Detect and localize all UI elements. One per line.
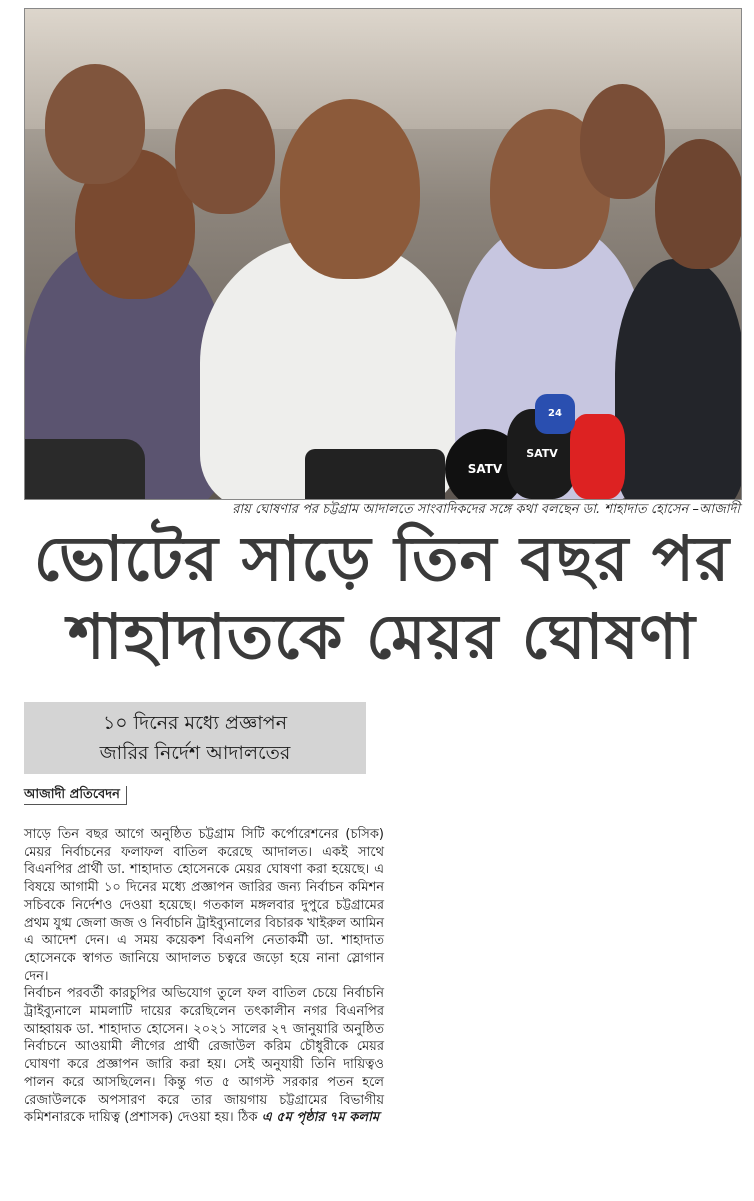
- mic-label-3: 24: [548, 408, 562, 419]
- photo-caption: রায় ঘোষণার পর চট্টগ্রাম আদালতে সাংবাদিকদের সঙ্গে কথা বলছেন ডা. শাহাদাত হোসেন –আজাদী: [232, 502, 740, 517]
- microphone-4: [535, 394, 575, 434]
- mic-label-2: SATV: [526, 447, 558, 460]
- news-photo: [24, 8, 742, 500]
- photo-figure-back-1: [175, 89, 275, 214]
- byline: আজাদী প্রতিবেদন: [24, 786, 127, 805]
- article-paragraph-2-text: নির্বাচন পরবর্তী কারচুপির অভিযোগ তুলে ফল বাতিল চেয়ে নির্বাচনি ট্রাইব্যুনালে মামলাটি দায়ের করেছিলেন তৎকালীন নগর বিএনপির আহ্বায়ক ডা. শাহাদাত হোসেন। ২০২১ সালের ২৭ জানুয়ারি অনুষ্ঠিত নির্বাচনে আওয়ামী লীগের প্রার্থী রেজাউল করিম চৌধুরীকে মেয়র ঘোষণা করে প্রজ্ঞাপন জারি করা হয়। সেই অনুযায়ী তিনি দায়িত্বও পালন করে আসছিলেন। কিন্তু গত ৫ আগস্ট সরকার পতন হলে রেজাউলকে অপসারণ করে তার জায়গায় চট্টগ্রামের বিভাগীয় কমিশনারকে দায়িত্ব (প্রশাসক) দেওয়া হয়। ঠিক: [24, 986, 384, 1126]
- headline-line-2: শাহাদাতকে মেয়র ঘোষণা: [67, 600, 697, 673]
- subheadline-line-2: জারির নির্দেশ আদালতের: [99, 742, 291, 764]
- microphone-3: [570, 414, 625, 499]
- photo-figure-far-right: [615, 259, 742, 500]
- photo-figure-far-right-head: [655, 139, 742, 269]
- headline-line-1: ভোটের সাড়ে তিন বছর পর: [33, 522, 731, 595]
- camera-equipment: [305, 449, 445, 500]
- headline: [24, 520, 740, 676]
- article-paragraph-2: [24, 985, 384, 1127]
- article-paragraph-1: সাড়ে তিন বছর আগে অনুষ্ঠিত চট্টগ্রাম সিটি কর্পোরেশনের (চসিক) মেয়র নির্বাচনের ফলাফল বাতিল করেছে আদালত। একই সাথে বিএনপির প্রার্থী ডা. শাহাদাত হোসেনকে মেয়র ঘোষণা করা হয়েছে। এ বিষয়ে আগামী ১০ দিনের মধ্যে প্রজ্ঞাপন জারির জন্য নির্বাচন কমিশন সচিবকে নির্দেশও দেওয়া হয়েছে। গতকাল মঙ্গলবার দুপুরে চট্টগ্রামের প্রথম যুগ্ম জেলা জজ ও নির্বাচনি ট্রাইব্যুনালের বিচারক খাইরুল আমিন এ আদেশ দেন। এ সময় কয়েকশ বিএনপি নেতাকর্মী ডা. শাহাদাত হোসেনকে স্বাগত জানিয়ে আদালত চত্বরে জড়ো হয়ে নানা স্লোগান দেন।: [24, 827, 384, 984]
- subheadline-box: [24, 702, 366, 774]
- camera-equipment-left: [25, 439, 145, 500]
- continued-on-link[interactable]: এ ৫ম পৃষ্ঠার ৭ম কলাম: [261, 1110, 380, 1126]
- photo-figure-back-3: [580, 84, 665, 199]
- article-body: [24, 826, 384, 1127]
- photo-figure-back-2: [45, 64, 145, 184]
- photo-figure-center-head: [280, 99, 420, 279]
- subheadline-line-1: ১০ দিনের মধ্যে প্রজ্ঞাপন: [102, 712, 288, 734]
- mic-label-1: SATV: [467, 462, 503, 476]
